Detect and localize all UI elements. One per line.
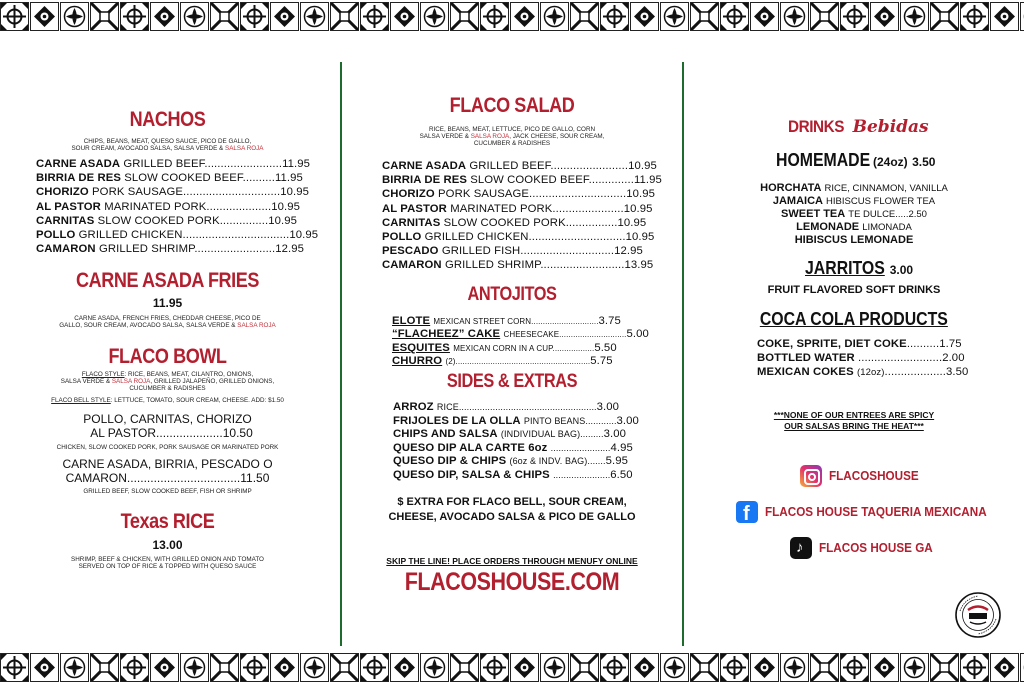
coke-item-list [757,337,968,380]
decorative-tile [420,2,449,31]
item-description: SLOW COOKED BEEF.......... [124,172,275,185]
antojitos-item-list [392,315,649,368]
fries-description: CARNE ASADA, FRENCH FRIES, CHEDDAR CHEESE, PICO DE GALLO, SOUR CREAM, AVOCADO SALSA, SALSA VERDE & SALSA ROJA [59,315,276,330]
sides-extras-heading: SIDES & EXTRAS [446,371,578,392]
decorative-tile [720,653,749,682]
decorative-tile [240,2,269,31]
decorative-tile [750,2,779,31]
item-price: 11.95 [633,174,662,187]
decorative-tile [330,2,359,31]
item-name: CAMARON [382,259,442,272]
decorative-tile [900,653,929,682]
drink-size: (12oz) [856,367,885,378]
item-price: 5.95 [605,455,628,468]
decorative-tile [30,653,59,682]
salad-item [382,258,662,272]
salad-item-list [382,159,662,273]
column-divider [682,62,684,646]
item-name: CAMARON [36,243,96,256]
item-name: BIRRIA DE RES [36,172,121,185]
homemade-heading: HOMEMADE (24oz) 3.50 [776,150,936,170]
item-price: 3.00 [603,428,626,441]
nachos-item [36,157,318,171]
decorative-tile [300,2,329,31]
decorative-tile [600,2,629,31]
item-name: AL PASTOR [382,202,447,215]
item-description: MARINATED PORK.................... [104,200,272,213]
bowl-option-2: CARNE ASADA, BIRRIA, PESCADO O CAMARON..................................11.50 [62,457,273,485]
item-name: POLLO [382,231,422,244]
drink-name: BOTTLED WATER [757,352,855,364]
flaco-bowl-heading: FLACO BOWL [108,345,227,368]
item-description: (6oz & INDV. BAG)....... [509,456,606,467]
decorative-tile [960,653,989,682]
item-description: GRILLED BEEF........................ [123,158,283,170]
antojito-item [392,328,649,341]
item-name: CHORIZO [382,188,435,201]
item-price: 3.75 [598,315,621,327]
decorative-tile [60,2,89,31]
decorative-tile [510,2,539,31]
item-description: (2).......................................................... [445,356,591,366]
item-price: 13.95 [624,259,654,272]
decorative-tile-border-top [0,2,1024,32]
spicy-note: ***NONE OF OUR ENTREES ARE SPICY OUR SALSAS BRING THE HEAT*** [773,410,935,431]
facebook-icon[interactable]: f [736,501,758,523]
drink-name: MEXICAN COKES [757,366,854,378]
item-price: 10.95 [625,231,655,244]
decorative-tile [720,2,749,31]
item-name: QUESO DIP & CHIPS [393,455,507,468]
item-name: AL PASTOR [36,200,101,213]
item-description: GRILLED SHRIMP.......................... [444,259,625,272]
decorative-tile [450,653,479,682]
item-description: GRILLED CHICKEN.............................. [424,231,626,244]
item-description: SLOW COOKED BEEF.............. [470,174,634,187]
decorative-tile [780,653,809,682]
homemade-drink-item [684,182,1024,195]
decorative-tile [450,2,479,31]
item-name: ESQUITES [392,341,450,354]
nachos-description: CHIPS, BEANS, MEAT, QUESO SAUCE, PICO DE GALLO, SOUR CREAM, AVOCADO SALSA, SALSA VERDE & SALSA ROJA [71,138,264,153]
item-description: ....................... [550,442,611,453]
website-link[interactable]: FLACOSHOUSE.COM [404,568,620,596]
nachos-item-list [36,157,318,256]
item-name: POLLO [36,229,76,242]
decorative-tile [930,653,959,682]
instagram-handle[interactable]: FLACOSHOUSE [829,468,919,483]
side-item [393,455,639,469]
decorative-tile [180,2,209,31]
side-item [393,401,639,415]
side-item [393,428,639,442]
item-name: CARNE ASADA [36,158,121,170]
decorative-tile [150,653,179,682]
antojitos-heading: ANTOJITOS [467,284,557,305]
flaco-bell-style-description: FLACO BELL STYLE: LETTUCE, TOMATO, SOUR CREAM, CHEESE. ADD: $1.50 [51,397,284,404]
decorative-tile [300,653,329,682]
decorative-tile [60,653,89,682]
decorative-tile [570,653,599,682]
texas-rice-description: SHRIMP, BEEF & CHICKEN, WITH GRILLED ONION AND TOMATO SERVED ON TOP OF RICE & TOPPED WITH QUESO SAUCE [71,556,264,571]
flacos-house-logo [954,591,1002,639]
decorative-tile [390,653,419,682]
drink-description: TE DULCE.....2.50 [848,209,927,220]
item-price: 11.95 [275,172,303,185]
decorative-tile [1020,653,1024,682]
item-description: (INDIVIDUAL BAG)......... [500,429,604,440]
facebook-page-name[interactable]: FLACOS HOUSE TAQUERIA MEXICANA [765,504,987,519]
decorative-tile [390,2,419,31]
nachos-item [36,228,318,242]
item-name: CARNITAS [382,216,441,229]
decorative-tile [210,2,239,31]
decorative-tile [660,2,689,31]
item-price: 12.95 [275,243,305,256]
decorative-tile [870,653,899,682]
decorative-tile [90,2,119,31]
texas-rice-price: 13.00 [152,538,183,552]
item-name: QUESO DIP, SALSA & CHIPS [393,468,550,481]
salad-item [382,159,662,173]
decorative-tile [990,2,1019,31]
item-price: 3.00 [596,401,620,413]
decorative-tile [120,653,149,682]
decorative-tile [90,653,119,682]
drink-name: JAMAICA [772,195,823,207]
decorative-tile [930,2,959,31]
antojito-item [392,342,649,355]
flaco-style-description: FLACO STYLE: RICE, BEANS, MEAT, CILANTRO, ONIONS, SALSA VERDE & SALSA ROJA, GRILLED JALAPEÑO, GRILLED ONIONS, CUCUMBER & RADISHES [60,371,275,393]
decorative-tile [630,653,659,682]
nachos-item [36,242,318,256]
item-name: BIRRIA DE RES [382,174,467,187]
bowl-option-2-description: GRILLED BEEF, SLOW COOKED BEEF, FISH OR SHRIMP [83,488,252,495]
item-price: 10.95 [623,202,653,215]
item-name: QUESO DIP ALA CARTE 6oz [393,441,548,454]
item-price: 4.95 [610,441,633,454]
drink-name: HORCHATA [760,182,822,194]
drink-price: 3.50 [946,366,969,378]
extras-note: $ EXTRA FOR FLACO BELL, SOUR CREAM, CHEESE, AVOCADO SALSA & PICO DE GALLO [388,496,636,523]
decorative-tile [480,2,509,31]
salad-item [382,202,662,216]
decorative-tile [150,2,179,31]
homemade-item-list [684,182,1024,247]
nachos-item [36,185,318,199]
decorative-tile [660,653,689,682]
item-name: CHURRO [392,354,443,367]
drink-price: 2.00 [942,352,965,364]
decorative-tile [690,653,719,682]
item-price: 11.95 [282,158,311,170]
drink-description: RICE, CINNAMON, VANILLA [824,183,948,194]
drink-name: LEMONADE [796,221,860,233]
item-name: FRIJOLES DE LA OLLA [393,414,521,427]
tiktok-handle[interactable]: FLACOS HOUSE GA [819,540,933,555]
salad-item [382,187,662,201]
item-description: MEXICAN STREET CORN............................. [433,317,599,326]
item-description: ...................... [553,469,611,480]
nachos-item [36,171,318,185]
nachos-heading: NACHOS [129,108,206,131]
decorative-tile [360,653,389,682]
decorative-tile [360,2,389,31]
decorative-tile [180,653,209,682]
decorative-tile [270,2,299,31]
drink-name: HIBISCUS LEMONADE [794,234,914,246]
item-name: ARROZ [393,401,434,413]
instagram-icon[interactable] [800,465,822,487]
decorative-tile [570,2,599,31]
side-item [393,442,639,456]
decorative-tile [510,653,539,682]
salad-item [382,173,662,187]
decorative-tile-border-bottom [0,653,1024,683]
item-name: CARNE ASADA [382,160,467,172]
item-price: 10.95 [626,188,655,201]
decorative-tile [0,653,29,682]
carne-asada-fries-heading: CARNE ASADA FRIES [75,269,259,292]
item-description: GRILLED FISH............................. [441,245,615,258]
decorative-tile [780,2,809,31]
tiktok-icon[interactable]: ♪ [790,537,812,559]
bowl-option-1-description: CHICKEN, SLOW COOKED PORK, PORK SAUSAGE OR MARINATED PORK [56,444,279,451]
item-name: CARNITAS [36,214,95,227]
homemade-drink-item [684,195,1024,208]
item-description: MARINATED PORK...................... [450,202,624,215]
drink-price: 1.75 [939,338,962,350]
item-price: 5.75 [590,354,613,367]
decorative-tile [270,653,299,682]
online-order-text: SKIP THE LINE! PLACE ORDERS THROUGH MENUFY ONLINE [386,556,638,566]
nachos-item [36,214,318,228]
dot-leader: .......................... [854,352,943,364]
item-price: 6.50 [610,468,633,481]
item-price: 10.95 [617,216,647,229]
item-price: 10.95 [271,200,300,213]
antojito-item [392,355,649,368]
coca-cola-products-heading: COCA COLA PRODUCTS [759,309,949,329]
jarritos-heading: JARRITOS 3.00 [805,258,914,278]
fries-price: 11.95 [152,296,183,310]
side-item [393,469,639,483]
decorative-tile [840,2,869,31]
drink-description: LIMONADA [862,222,912,233]
salad-item [382,244,662,258]
item-description: GRILLED CHICKEN................................. [78,229,290,242]
drink-name: SWEET TEA [781,208,846,220]
decorative-tile [0,2,29,31]
decorative-tile [120,2,149,31]
decorative-tile [990,653,1019,682]
decorative-tile [540,653,569,682]
decorative-tile [540,2,569,31]
dot-leader: ................... [884,366,947,378]
decorative-tile [420,653,449,682]
drink-name: COKE, SPRITE, DIET COKE [757,338,907,350]
coke-product-item [757,365,968,380]
item-price: 10.95 [628,160,657,172]
item-name: PESCADO [382,245,439,258]
decorative-tile [240,653,269,682]
item-price: 10.95 [268,214,298,227]
decorative-tile [750,653,779,682]
decorative-tile [960,2,989,31]
decorative-tile [840,653,869,682]
item-name: CHORIZO [36,186,89,199]
drinks-heading: DRINKS Bebidas [788,117,929,137]
decorative-tile [210,653,239,682]
decorative-tile [330,653,359,682]
item-description: MEXICAN CORN IN A CUP.................. [453,343,595,353]
side-item [393,415,639,429]
decorative-tile [810,653,839,682]
flaco-salad-description: RICE, BEANS, MEAT, LETTUCE, PICO DE GALLO, CORN SALSA VERDE & SALSA ROJA, JACK CHEESE, SOUR CREAM, CUCUMBER & RADISHES [419,126,605,148]
item-description: SLOW COOKED PORK................ [443,216,618,229]
item-description: RICE..................................................... [436,402,597,412]
decorative-tile [630,2,659,31]
bowl-option-1: POLLO, CARNITAS, CHORIZO AL PASTOR....................10.50 [83,412,253,440]
decorative-tile [600,653,629,682]
item-price: 3.00 [616,414,639,427]
item-description: PORK SAUSAGE.............................. [438,188,627,201]
homemade-drink-item [684,234,1024,247]
item-description: PINTO BEANS............ [523,415,617,426]
jarritos-description: FRUIT FLAVORED SOFT DRINKS [767,284,941,296]
item-description: SLOW COOKED PORK............... [97,214,269,227]
item-description: CHEESECAKE............................. [503,330,627,340]
decorative-tile [1020,2,1024,31]
dot-leader: .......... [906,338,940,350]
homemade-drink-item [684,208,1024,221]
salad-item [382,230,662,244]
item-price: 12.95 [614,245,643,258]
item-name: “FLACHEEZ” CAKE [392,328,501,341]
homemade-drink-item [684,221,1024,234]
texas-rice-heading: Texas RICE [120,510,215,533]
item-price: 10.95 [280,186,309,199]
coke-product-item [757,351,968,365]
antojito-item [392,315,649,328]
item-price: 5.50 [594,341,617,354]
decorative-tile [810,2,839,31]
nachos-item [36,200,318,214]
drink-description: HIBISCUS FLOWER TEA [826,196,936,207]
coke-product-item [757,337,968,351]
flaco-salad-heading: FLACO SALAD [449,94,575,117]
decorative-tile [480,653,509,682]
item-name: ELOTE [392,315,431,327]
item-price: 5.00 [626,328,649,341]
decorative-tile [30,2,59,31]
decorative-tile [900,2,929,31]
item-name: CHIPS AND SALSA [393,428,498,441]
decorative-tile [870,2,899,31]
salad-item [382,216,662,230]
item-description: PORK SAUSAGE.............................. [92,186,281,199]
item-description: GRILLED BEEF........................ [469,160,629,172]
item-description: GRILLED SHRIMP......................... [98,243,276,256]
decorative-tile [690,2,719,31]
sides-item-list [393,401,639,483]
item-price: 10.95 [289,229,319,242]
